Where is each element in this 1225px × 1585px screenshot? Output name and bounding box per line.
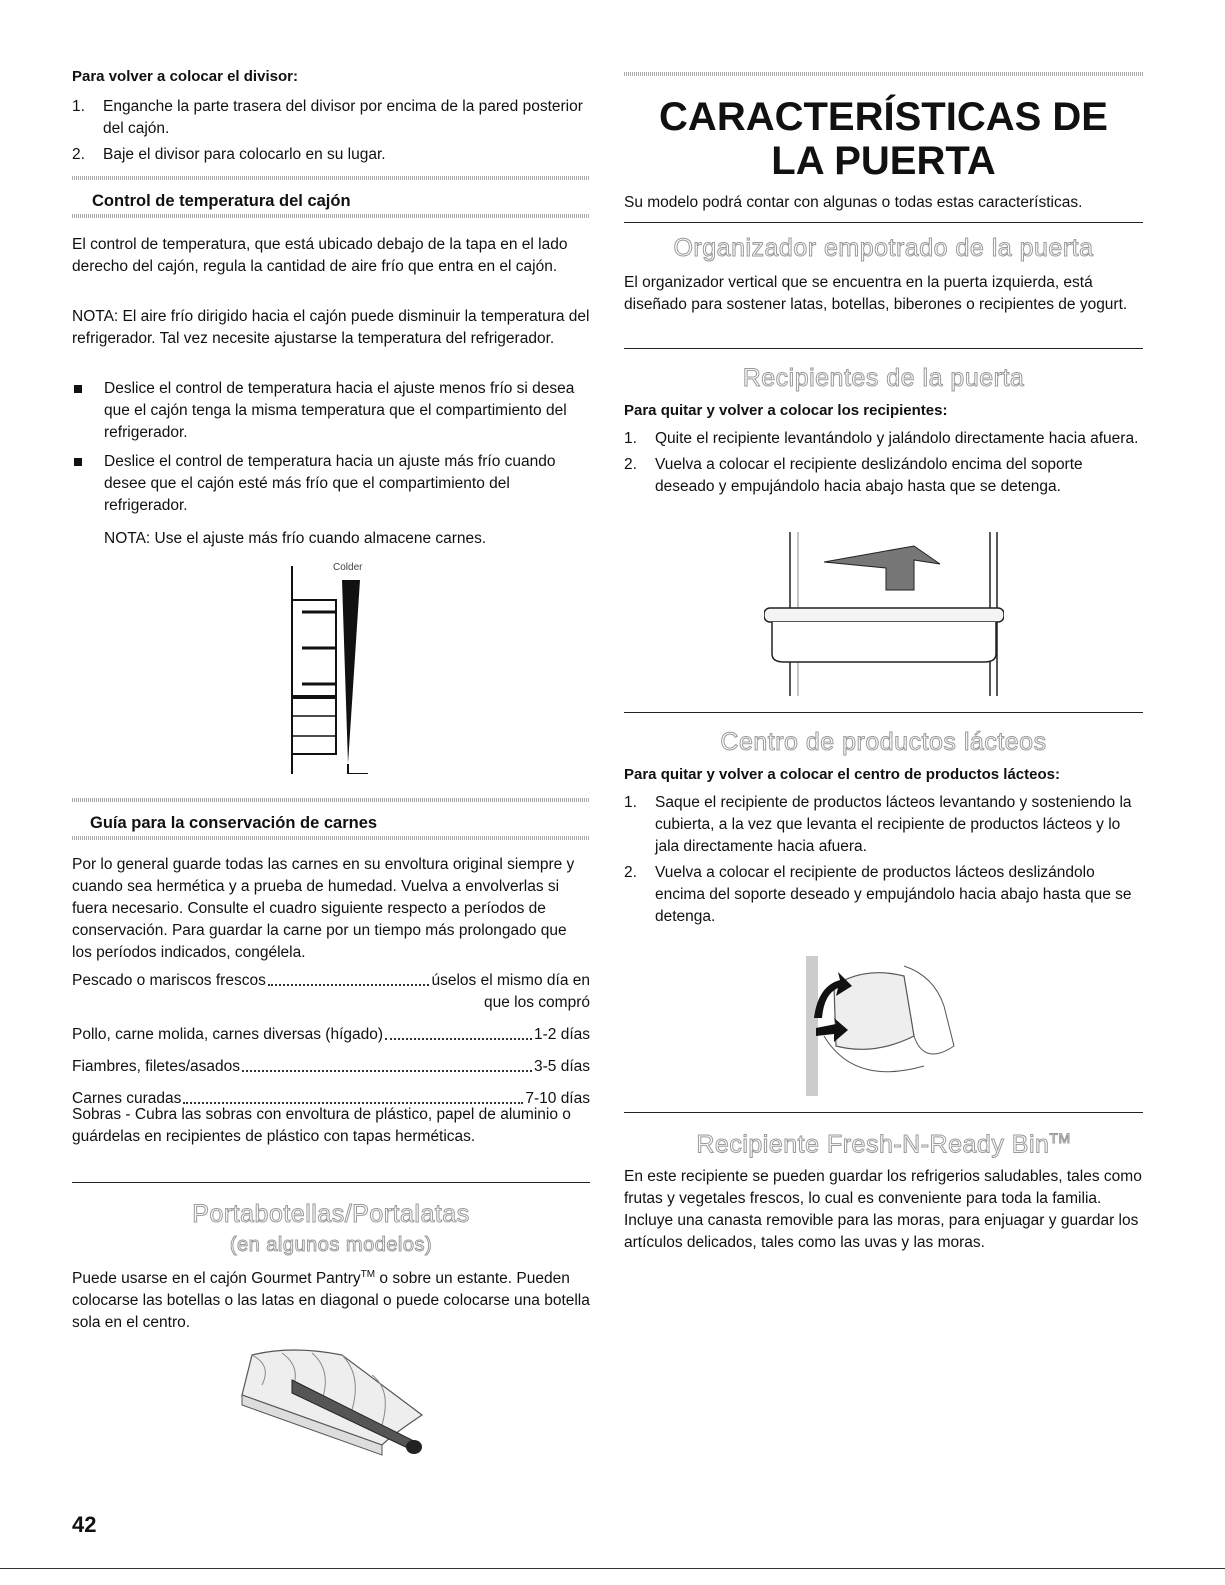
section-rule — [624, 1112, 1143, 1113]
list-item: 2. Vuelva a colocar el recipiente de productos lácteos deslizándolo encima del soporte deseado y empujándolo hacia abajo hasta que se detenga. — [624, 864, 1132, 925]
page-title-line-1: CARACTERÍSTICAS DE — [659, 95, 1108, 139]
divider-rule — [72, 214, 590, 218]
organizer-paragraph: El organizador vertical que se encuentra en la puerta izquierda, está diseñado para sostener latas, botellas, biberones o recipientes de yogurt. — [624, 274, 1128, 313]
divider-rule — [72, 798, 590, 802]
bins-subheading: Para quitar y volver a colocar los recipientes: — [624, 402, 948, 419]
temp-bullets — [72, 378, 590, 524]
section-rule — [624, 712, 1143, 713]
divider-steps — [72, 96, 590, 170]
section-rule — [72, 1182, 590, 1183]
divider-rule — [72, 836, 590, 840]
door-bin-illustration — [764, 532, 1004, 696]
list-item: 1. Saque el recipiente de productos lácteos levantando y sosteniendo la cubierta, a la vez que levanta el recipiente de productos lácteos y lo jala directamente hacia afuera. — [624, 794, 1132, 855]
dairy-heading: Centro de productos lácteos — [720, 728, 1047, 756]
meat-heading: Guía para la conservación de carnes — [90, 814, 378, 832]
page-number: 42 — [72, 1512, 97, 1537]
page-title-line-2: LA PUERTA — [771, 139, 996, 183]
section-rule — [624, 222, 1143, 223]
list-item: 2. Vuelva a colocar el recipiente deslizándolo encima del soporte deseado y empujándolo hacia abajo hasta que se detenga. — [624, 456, 1083, 495]
rack-heading: Portabotellas/Portalatas — [192, 1200, 470, 1228]
right-column — [624, 0, 1143, 1585]
intro-paragraph: Su modelo podrá contar con algunas o todas estas características. — [624, 194, 1083, 211]
bins-steps — [624, 428, 1143, 502]
rack-subheading: (en algunos modelos) — [229, 1234, 433, 1256]
table-row: Pollo, carne molida, carnes diversas (hígado) 1-2 días — [72, 1026, 590, 1043]
meat-paragraph: Por lo general guarde todas las carnes en su envoltura original siempre y cuando sea hermética y a prueba de humedad. Vuelva a envolverlas si fuera necesario. Consulte el cuadro siguiente respecto a períodos de conservación. Para guardar la carne por un tiempo más prolongado que los períodos indicados, congélela. — [72, 856, 575, 961]
divider-rule — [72, 176, 590, 180]
leftovers-paragraph: Sobras - Cubra las sobras con envoltura de plástico, papel de aluminio o guárdelas en recipientes de plástico con tapas herméticas. — [72, 1106, 571, 1145]
list-item: 1. Enganche la parte trasera del divisor por encima de la pared posterior del cajón. — [72, 98, 583, 137]
bottle-rack-illustration — [232, 1345, 432, 1460]
fresh-heading: Recipiente Fresh-N-Ready Bin™ — [696, 1130, 1071, 1159]
table-row: Fiambres, filetes/asados 3-5 días — [72, 1058, 590, 1075]
meat-storage-table — [72, 970, 590, 1110]
temperature-control-illustration — [288, 560, 368, 774]
colder-label: Colder — [333, 562, 363, 573]
list-item: Deslice el control de temperatura hacia el ajuste menos frío si desea que el cajón tenga la misma temperatura que el compartimiento del refrigerador. — [72, 378, 590, 444]
bullet-icon — [74, 458, 82, 466]
temp-note: NOTA: El aire frío dirigido hacia el cajón puede disminuir la temperatura del refrigerador. Tal vez necesite ajustarse la temperatura del refrigerador. — [72, 308, 590, 347]
temp-note-2: NOTA: Use el ajuste más frío cuando almacene carnes. — [104, 530, 487, 547]
organizer-heading: Organizador empotrado de la puerta — [673, 234, 1094, 262]
dairy-center-illustration — [784, 946, 984, 1096]
table-row-continued: que los compró — [484, 994, 590, 1011]
fresh-paragraph: En este recipiente se pueden guardar los refrigerios saludables, tales como frutas y vegetales frescos, lo cual es conveniente para toda la familia. Incluye una canasta removible para las moras, para enjuagar y guardar los artículos delicados, tales como las uvas y las moras. — [624, 1168, 1142, 1251]
dairy-steps — [624, 792, 1143, 932]
dairy-subheading: Para quitar y volver a colocar el centro de productos lácteos: — [624, 766, 1060, 783]
page-bottom-rule — [0, 1568, 1225, 1569]
left-column — [72, 0, 590, 1585]
bullet-icon — [74, 385, 82, 393]
table-row: Carnes curadas 7-10 días — [72, 1090, 590, 1107]
bins-heading: Recipientes de la puerta — [742, 364, 1025, 392]
list-item: Deslice el control de temperatura hacia un ajuste más frío cuando desee que el cajón esté más frío que el compartimiento del refrigerador. — [72, 451, 590, 517]
temp-heading: Control de temperatura del cajón — [92, 192, 351, 210]
list-item: 2. Baje el divisor para colocarlo en su lugar. — [72, 146, 386, 163]
temp-paragraph: El control de temperatura, que está ubicado debajo de la tapa en el lado derecho del cajón, regula la cantidad de aire frío que entra en el cajón. — [72, 236, 568, 275]
section-rule — [624, 348, 1143, 349]
divider-heading: Para volver a colocar el divisor: — [72, 68, 298, 85]
table-row: Pescado o mariscos frescos úselos el mismo día en — [72, 972, 590, 989]
divider-rule — [624, 72, 1143, 76]
list-item: 1. Quite el recipiente levantándolo y jalándolo directamente hacia afuera. — [624, 430, 1139, 447]
rack-paragraph: Puede usarse en el cajón Gourmet Pantry™ o sobre un estante. Pueden colocarse las botellas o las latas en diagonal o puede colocarse una botella sola en el centro. — [72, 1269, 590, 1332]
